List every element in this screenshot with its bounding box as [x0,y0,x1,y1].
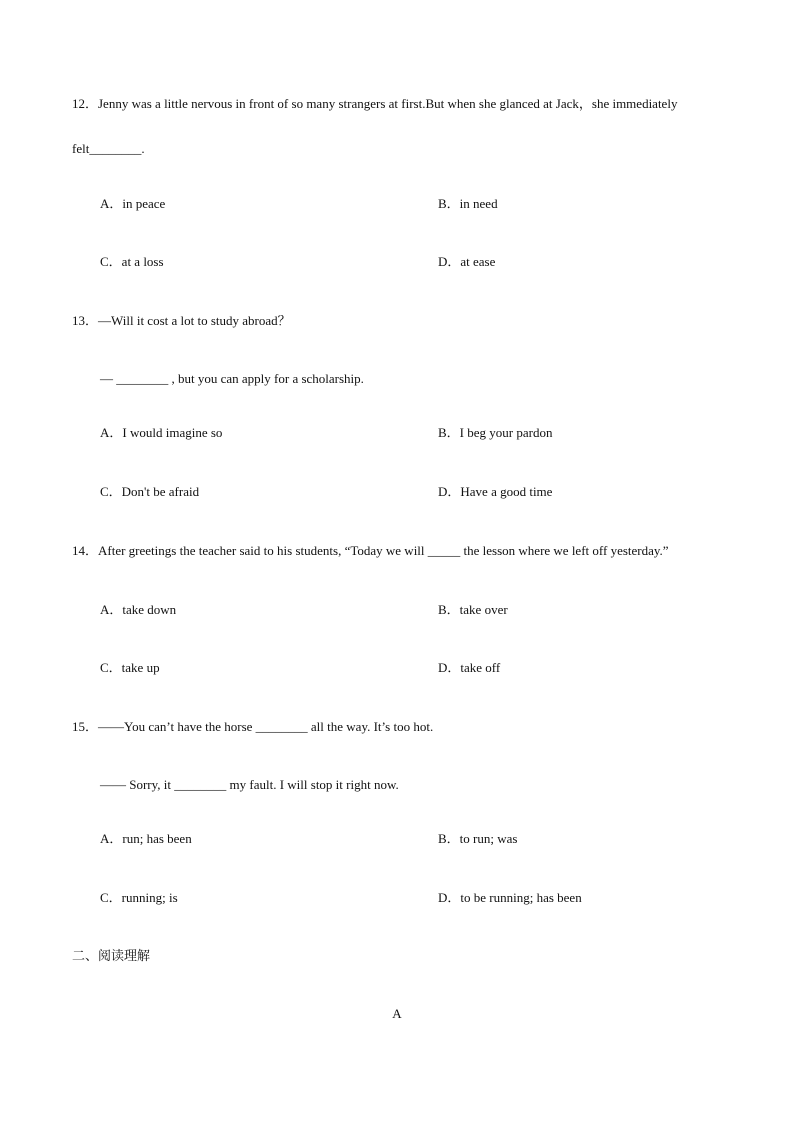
question-15-option-a: A．run; has been [100,831,192,846]
question-15-option-d: D．to be running; has been [438,890,582,905]
question-14-option-b: B．take over [438,602,508,617]
question-13-option-d: D．Have a good time [438,484,553,499]
question-12-option-d: D．at ease [438,254,496,269]
question-14-option-a: A．take down [100,602,177,617]
section-heading: 二、阅读理解 [72,949,151,964]
question-12-option-b: B．in need [438,196,498,211]
question-14-option-d: D．take off [438,660,501,675]
question-14-stem: 14．After greetings the teacher said to his students, “Today we will _____ the lesson where we left off yesterday.” [72,543,669,558]
question-15-stem: 15．——You can’t have the horse ________ all the way. It’s too hot. [72,719,434,734]
question-12-stem: 12．Jenny was a little nervous in front of so many strangers at first.But when she glanced at Jack，she immediately [72,96,678,111]
question-15-option-b: B．to run; was [438,831,518,846]
question-14-option-c: C．take up [100,660,160,675]
question-15-option-c: C．running; is [100,890,178,905]
question-13-option-b: B．I beg your pardon [438,425,553,440]
question-13-option-a: A．I would imagine so [100,425,223,440]
question-13-response: — ________ , but you can apply for a scholarship. [100,371,364,386]
question-13-stem: 13．—Will it cost a lot to study abroad？ [72,313,291,328]
question-12-stem-continued: felt________. [72,141,145,156]
question-12-option-c: C．at a loss [100,254,164,269]
passage-label: A [392,1006,402,1021]
question-13-option-c: C．Don't be afraid [100,484,200,499]
question-12-option-a: A．in peace [100,196,166,211]
question-15-response: —— Sorry, it ________ my fault. I will stop it right now. [100,777,399,792]
